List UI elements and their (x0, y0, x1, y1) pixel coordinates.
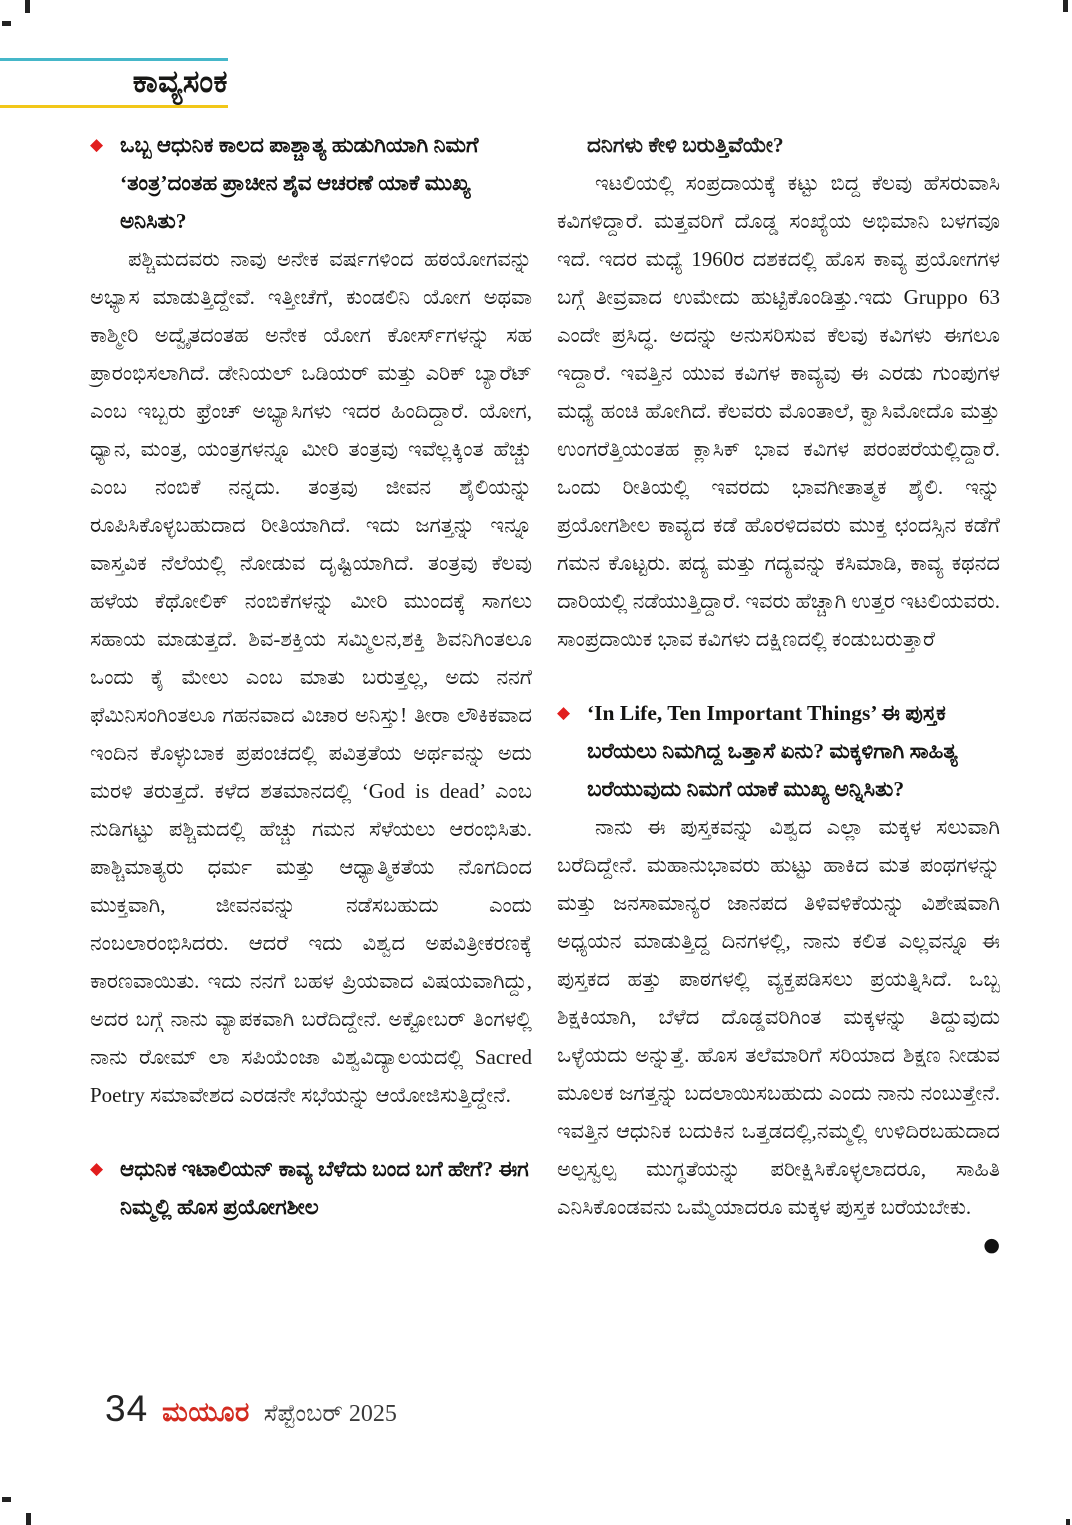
column-left (90, 126, 532, 1226)
crop-mark-top-left-bar (25, 0, 30, 13)
section-masthead (0, 58, 228, 108)
question-3 (557, 694, 1000, 808)
question-2-continued: ದನಿಗಳು ಕೇಳಿ ಬರುತ್ತಿವೆಯೇ? (587, 133, 784, 157)
answer-3-text: ನಾನು ಈ ಪುಸ್ತಕವನ್ನು ವಿಶ್ವದ ಎಲ್ಲಾ ಮಕ್ಕಳ ಸಲುವಾಗಿ ಬರೆದಿದ್ದೇನೆ. ಮಹಾನುಭಾವರು ಹುಟ್ಟು ಹಾಕಿದ ಮತ ಪಂಥಗಳನ್ನು ಮತ್ತು ಜನಸಾಮಾನ್ಯರ ಜಾನಪದ ತಿಳಿವಳಿಕೆಯನ್ನು ವಿಶೇಷವಾಗಿ ಅಧ್ಯಯನ ಮಾಡುತ್ತಿದ್ದ ದಿನಗಳಲ್ಲಿ, ನಾನು ಕಲಿತ ಎಲ್ಲವನ್ನೂ ಈ ಪುಸ್ತಕದ ಹತ್ತು ಪಾಠಗಳಲ್ಲಿ ವ್ಯಕ್ತಪಡಿಸಲು ಪ್ರಯತ್ನಿಸಿದೆ. ಒಬ್ಬ ಶಿಕ್ಷಕಿಯಾಗಿ, ಬೆಳೆದ ದೊಡ್ಡವರಿಗಿಂತ ಮಕ್ಕಳನ್ನು ತಿದ್ದುವುದು ಒಳ್ಳೆಯದು ಅನ್ನುತ್ತೆ. ಹೊಸ ತಲೆಮಾರಿಗೆ ಸರಿಯಾದ ಶಿಕ್ಷಣ ನೀಡುವ ಮೂಲಕ ಜಗತ್ತನ್ನು ಬದಲಾಯಿಸಬಹುದು ಎಂದು ನಾನು ನಂಬುತ್ತೇನೆ. ಇವತ್ತಿನ ಆಧುನಿಕ ಬದುಕಿನ ಒತ್ತಡದಲ್ಲಿ,ನಮ್ಮಲ್ಲಿ ಉಳಿದಿರಬಹುದಾದ ಅಲ್ಪಸ್ವಲ್ಪ ಮುಗ್ಧತೆಯನ್ನು ಪರೀಕ್ಷಿಸಿಕೊಳ್ಳಲಾದರೂ, ಸಾಹಿತಿ ಎನಿಸಿಕೊಂಡವನು ಒಮ್ಮೆಯಾದರೂ ಮಕ್ಕಳ ಪುಸ್ತಕ ಬರೆಯಬೇಕು. (557, 815, 1000, 1219)
crop-mark-top-right-bar (1063, 0, 1068, 12)
issue-date: ಸೆಪ್ಟೆಂಬರ್ 2025 (263, 1401, 397, 1427)
paragraph-gap (557, 658, 1000, 694)
question-2 (90, 1150, 532, 1226)
magazine-logo: ಮಯೂರ (162, 1397, 250, 1427)
crop-mark-bottom-right-bar (1066, 1519, 1070, 1525)
column-right (557, 126, 1000, 1264)
question-2-text: ಆಧುನಿಕ ಇಟಾಲಿಯನ್ ಕಾವ್ಯ ಬೆಳೆದು ಬಂದ ಬಗೆ ಹೇಗೆ? ಈಗ ನಿಮ್ಮಲ್ಲಿ ಹೊಸ ಪ್ರಯೋಗಶೀಲ (120, 1157, 529, 1219)
question-1 (90, 126, 532, 240)
answer-2: ಇಟಲಿಯಲ್ಲಿ ಸಂಪ್ರದಾಯಕ್ಕೆ ಕಟ್ಟು ಬಿದ್ದ ಕೆಲವು ಹೆಸರುವಾಸಿ ಕವಿಗಳಿದ್ದಾರೆ. ಮತ್ತವರಿಗೆ ದೊಡ್ಡ ಸಂಖ್ಯೆಯ ಅಭಿಮಾನಿ ಬಳಗವೂ ಇದೆ. ಇದರ ಮಧ್ಯೆ 1960ರ ದಶಕದಲ್ಲಿ ಹೊಸ ಕಾವ್ಯ ಪ್ರಯೋಗಗಳ ಬಗ್ಗೆ ತೀವ್ರವಾದ ಉಮೇದು ಹುಟ್ಟಿಕೊಂಡಿತ್ತು.ಇದು Gruppo 63 ಎಂದೇ ಪ್ರಸಿದ್ಧ. ಅದನ್ನು ಅನುಸರಿಸುವ ಕೆಲವು ಕವಿಗಳು ಈಗಲೂ ಇದ್ದಾರೆ. ಇವತ್ತಿನ ಯುವ ಕವಿಗಳ ಕಾವ್ಯವು ಈ ಎರಡು ಗುಂಪುಗಳ ಮಧ್ಯೆ ಹಂಚಿ ಹೋಗಿದೆ. ಕೆಲವರು ಮೊಂತಾಲೆ, ಕ್ವಾಸಿಮೋದೊ ಮತ್ತು ಉಂಗರೆತ್ತಿಯಂತಹ ಕ್ಲಾಸಿಕ್ ಭಾವ ಕವಿಗಳ ಪರಂಪರೆಯಲ್ಲಿದ್ದಾರೆ. ಒಂದು ರೀತಿಯಲ್ಲಿ ಇವರದು ಭಾವಗೀತಾತ್ಮಕ ಶೈಲಿ. ಇನ್ನು ಪ್ರಯೋಗಶೀಲ ಕಾವ್ಯದ ಕಡೆ ಹೊರಳಿದವರು ಮುಕ್ತ ಛಂದಸ್ಸಿನ ಕಡೆಗೆ ಗಮನ ಕೊಟ್ಟರು. ಪದ್ಯ ಮತ್ತು ಗದ್ಯವನ್ನು ಕಸಿಮಾಡಿ, ಕಾವ್ಯ ಕಥನದ ದಾರಿಯಲ್ಲಿ ನಡೆಯುತ್ತಿದ್ದಾರೆ. ಇವರು ಹೆಚ್ಚಾಗಿ ಉತ್ತರ ಇಟಲಿಯವರು. ಸಾಂಪ್ರದಾಯಿಕ ಭಾವ ಕವಿಗಳು ದಕ್ಷಿಣದಲ್ಲಿ ಕಂಡುಬರುತ್ತಾರೆ (557, 171, 1000, 651)
answer-3 (557, 808, 1000, 1256)
diamond-bullet-icon: ◆ (90, 1159, 104, 1179)
article-end-mark-icon: ● (983, 1234, 1000, 1256)
section-title: ಕಾವ್ಯಸಂಕ (132, 63, 228, 99)
page-footer (105, 1388, 397, 1430)
crop-mark-top-left-dash (2, 21, 11, 26)
question-1-text: ಒಬ್ಬ ಆಧುನಿಕ ಕಾಲದ ಪಾಶ್ಚಾತ್ಯ ಹುಡುಗಿಯಾಗಿ ನಿಮಗೆ ‘ತಂತ್ರ’ದಂತಹ ಪ್ರಾಚೀನ ಶೈವ ಆಚರಣೆ ಯಾಕೆ ಮುಖ್ಯ ಅನಿಸಿತು? (120, 133, 479, 233)
question-3-text: ‘In Life, Ten Important Things’ ಈ ಪುಸ್ತಕ ಬರೆಯಲು ನಿಮಗಿದ್ದ ಒತ್ತಾಸೆ ಏನು? ಮಕ್ಕಳಿಗಾಗಿ ಸಾಹಿತ್ಯ ಬರೆಯುವುದು ನಿಮಗೆ ಯಾಕೆ ಮುಖ್ಯ ಅನ್ನಿಸಿತು? (587, 701, 958, 801)
answer-1: ಪಶ್ಚಿಮದವರು ನಾವು ಅನೇಕ ವರ್ಷಗಳಿಂದ ಹಠಯೋಗವನ್ನು ಅಭ್ಯಾಸ ಮಾಡುತ್ತಿದ್ದೇವೆ. ಇತ್ತೀಚೆಗೆ, ಕುಂಡಲಿನಿ ಯೋಗ ಅಥವಾ ಕಾಶ್ಮೀರಿ ಅದ್ವೈತದಂತಹ ಅನೇಕ ಯೋಗ ಕೋರ್ಸ್‌ಗಳನ್ನು ಸಹ ಪ್ರಾರಂಭಿಸಲಾಗಿದೆ. ಡೇನಿಯಲ್ ಒಡಿಯರ್ ಮತ್ತು ಎರಿಕ್ ಬ್ಯಾರೆಟ್ ಎಂಬ ಇಬ್ಬರು ಫ್ರೆಂಚ್ ಅಭ್ಯಾಸಿಗಳು ಇದರ ಹಿಂದಿದ್ದಾರೆ. ಯೋಗ, ಧ್ಯಾನ, ಮಂತ್ರ, ಯಂತ್ರಗಳನ್ನೂ ಮೀರಿ ತಂತ್ರವು ಇವೆಲ್ಲಕ್ಕಿಂತ ಹೆಚ್ಚು ಎಂಬ ನಂಬಿಕೆ ನನ್ನದು. ತಂತ್ರವು ಜೀವನ ಶೈಲಿಯನ್ನು ರೂಪಿಸಿಕೊಳ್ಳಬಹುದಾದ ರೀತಿಯಾಗಿದೆ. ಇದು ಜಗತ್ತನ್ನು ಇನ್ನೂ ವಾಸ್ತವಿಕ ನೆಲೆಯಲ್ಲಿ ನೋಡುವ ದೃಷ್ಟಿಯಾಗಿದೆ. ತಂತ್ರವು ಕೆಲವು ಹಳೆಯ ಕೆಥೋಲಿಕ್ ನಂಬಿಕೆಗಳನ್ನು ಮೀರಿ ಮುಂದಕ್ಕೆ ಸಾಗಲು ಸಹಾಯ ಮಾಡುತ್ತದೆ. ಶಿವ-ಶಕ್ತಿಯ ಸಮ್ಮಿಲನ,ಶಕ್ತಿ ಶಿವನಿಗಿಂತಲೂ ಒಂದು ಕೈ ಮೇಲು ಎಂಬ ಮಾತು ಬರುತ್ತಲ್ಲ, ಅದು ನನಗೆ ಫೆಮಿನಿಸಂಗಿಂತಲೂ ಗಹನವಾದ ವಿಚಾರ ಅನಿಸ್ತು! ತೀರಾ ಲೌಕಿಕವಾದ ಇಂದಿನ ಕೊಳ್ಳುಬಾಕ ಪ್ರಪಂಚದಲ್ಲಿ ಪವಿತ್ರತೆಯ ಅರ್ಥವನ್ನು ಅದು ಮರಳಿ ತರುತ್ತದೆ. ಕಳೆದ ಶತಮಾನದಲ್ಲಿ ‘God is dead’ ಎಂಬ ನುಡಿಗಟ್ಟು ಪಶ್ಚಿಮದಲ್ಲಿ ಹೆಚ್ಚು ಗಮನ ಸೆಳೆಯಲು ಆರಂಭಿಸಿತು. ಪಾಶ್ಚಿಮಾತ್ಯರು ಧರ್ಮ ಮತ್ತು ಆಧ್ಯಾತ್ಮಿಕತೆಯ ನೊಗದಿಂದ ಮುಕ್ತವಾಗಿ, ಜೀವನವನ್ನು ನಡೆಸಬಹುದು ಎಂದು ನಂಬಲಾರಂಭಿಸಿದರು. ಆದರೆ ಇದು ವಿಶ್ವದ ಅಪವಿತ್ರೀಕರಣಕ್ಕೆ ಕಾರಣವಾಯಿತು. ಇದು ನನಗೆ ಬಹಳ ಪ್ರಿಯವಾದ ವಿಷಯವಾಗಿದ್ದು, ಅದರ ಬಗ್ಗೆ ನಾನು ವ್ಯಾಪಕವಾಗಿ ಬರೆದಿದ್ದೇನೆ. ಅಕ್ಟೋಬರ್ ತಿಂಗಳಲ್ಲಿ ನಾನು ರೋಮ್ ಲಾ ಸಪಿಯೆಂಜಾ ವಿಶ್ವವಿದ್ಯಾಲಯದಲ್ಲಿ Sacred Poetry ಸಮಾವೇಶದ ಎರಡನೇ ಸಭೆಯನ್ನು ಆಯೋಜಿಸುತ್ತಿದ್ದೇನೆ. (90, 247, 532, 1107)
crop-mark-bottom-left-bar (26, 1513, 31, 1525)
paragraph-gap (90, 1114, 532, 1150)
page-number: 34 (105, 1388, 149, 1429)
diamond-bullet-icon: ◆ (557, 703, 571, 723)
diamond-bullet-icon: ◆ (90, 135, 104, 155)
crop-mark-bottom-left-dash (2, 1497, 11, 1502)
